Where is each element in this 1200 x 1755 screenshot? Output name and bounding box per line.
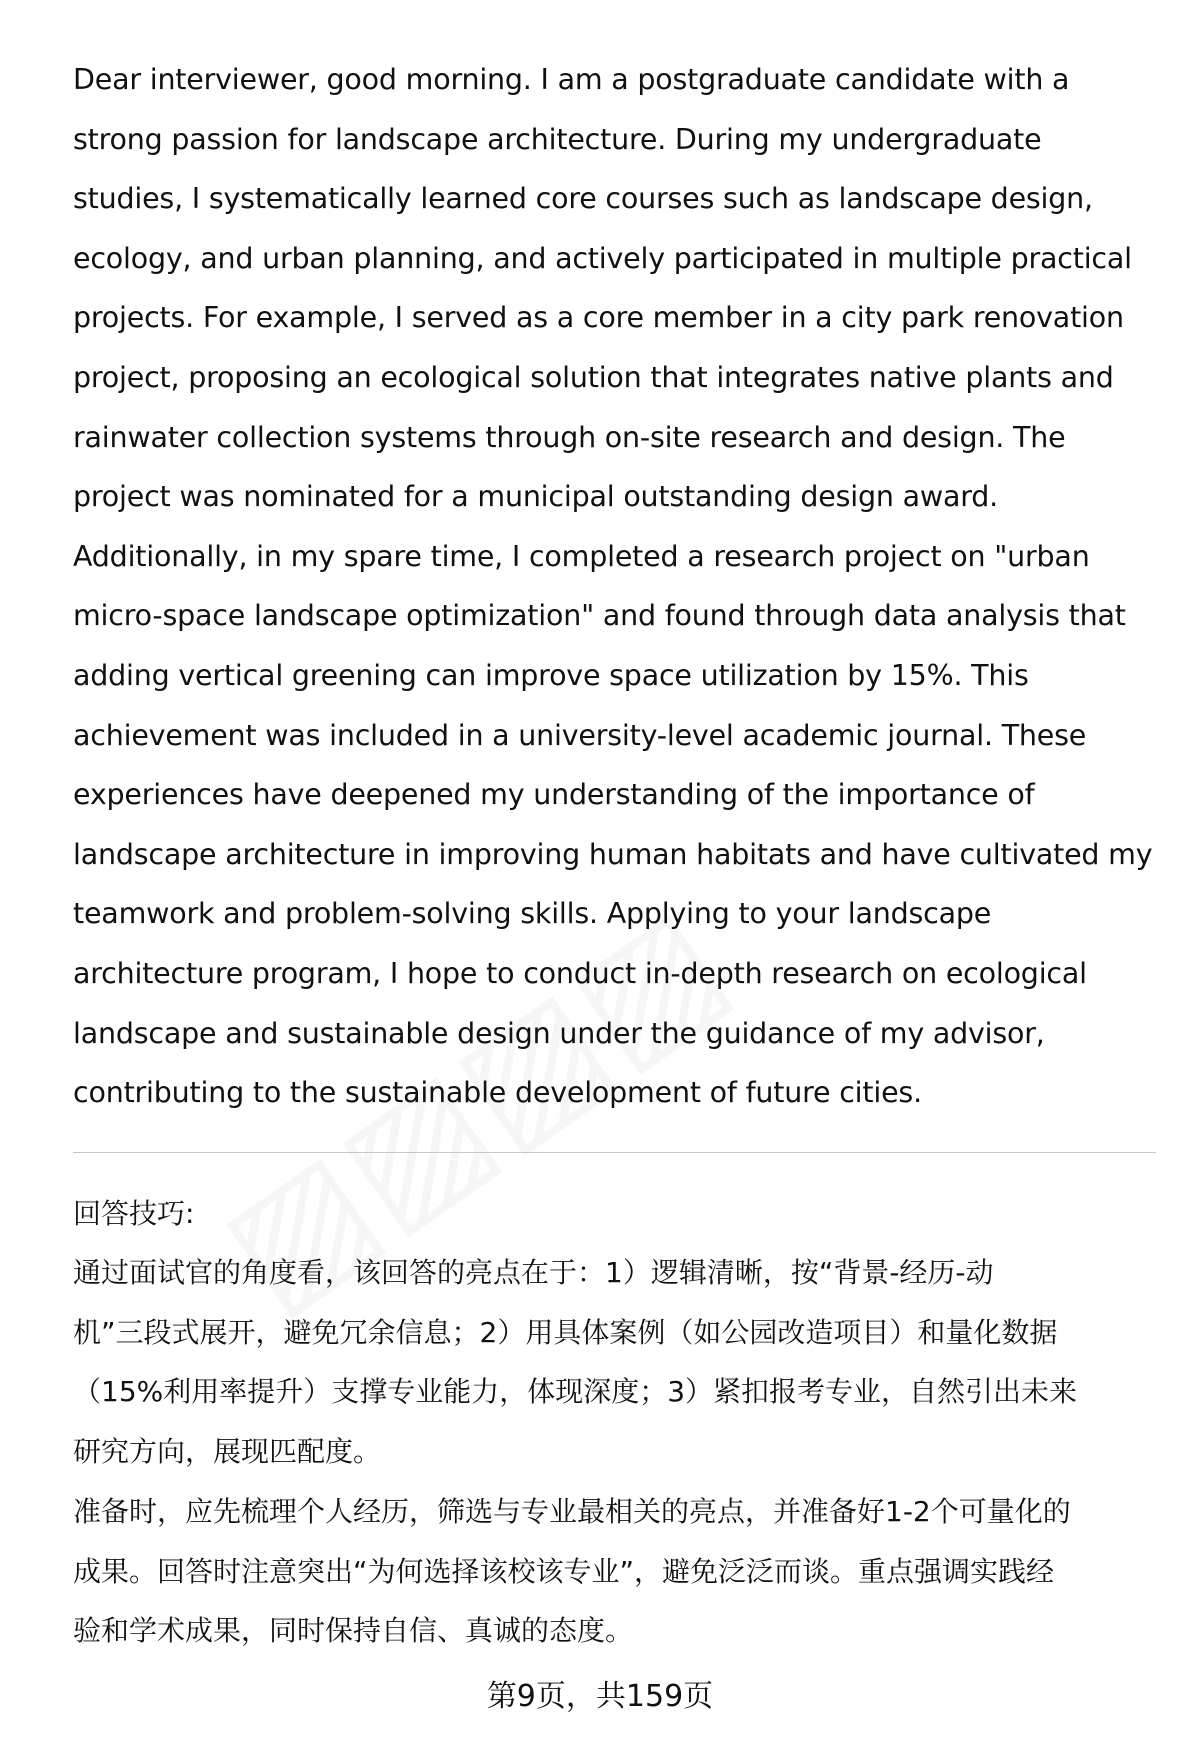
answer-line: project, proposing an ecological solution that integrates native plants and — [73, 361, 1114, 394]
answer-line: ecology, and urban planning, and actively participated in multiple practical — [73, 241, 1132, 275]
tips-line: 成果。回答时注意突出“为何选择该校该专业”，避免泛泛而谈。重点强调实践经 — [73, 1555, 1055, 1588]
answer-line: rainwater collection systems through on-site research and design. The — [73, 420, 1066, 454]
answer-line: project was nominated for a municipal outstanding design award. — [73, 480, 998, 514]
tips-line: 准备时，应先梳理个人经历，筛选与专业最相关的亮点，并准备好1-2个可量化的 — [73, 1495, 1071, 1528]
answer-line: adding vertical greening can improve space utilization by 15%. This — [73, 659, 1029, 692]
tips-line: 验和学术成果，同时保持自信、真诚的态度。 — [73, 1614, 634, 1647]
answer-line: landscape architecture in improving human habitats and have cultivated my — [73, 837, 1153, 871]
page-number: 第9页，共159页 — [486, 1679, 714, 1714]
tips-line: 通过面试官的角度看，该回答的亮点在于：1）逻辑清晰，按“背景-经历-动 — [73, 1256, 994, 1289]
answer-line: experiences have deepened my understanding of the importance of — [73, 778, 1035, 812]
divider — [73, 1152, 1156, 1153]
answer-line: studies, I systematically learned core courses such as landscape design, — [73, 182, 1093, 216]
tips-line: （15%利用率提升）支撑专业能力，体现深度；3）紧扣报考专业，自然引出未来 — [73, 1375, 1078, 1408]
answer-line: achievement was included in a university-level academic journal. These — [73, 718, 1087, 752]
answer-line: projects. For example, I served as a core member in a city park renovation — [73, 301, 1124, 335]
answer-line: micro-space landscape optimization" and found through data analysis that — [73, 599, 1126, 633]
answer-line: contributing to the sustainable development of future cities. — [73, 1076, 922, 1110]
answer-line: Dear interviewer, good morning. I am a postgraduate candidate with a — [73, 63, 1070, 96]
answer-line: landscape and sustainable design under the guidance of my advisor, — [73, 1016, 1045, 1050]
answer-line: architecture program, I hope to conduct in-depth research on ecological — [73, 957, 1087, 990]
tips-heading: 回答技巧: — [73, 1197, 195, 1230]
answer-line: strong passion for landscape architecture. During my undergraduate — [73, 122, 1042, 156]
tips-line: 研究方向，展现匹配度。 — [73, 1435, 382, 1468]
tips-line: 机”三段式展开，避免冗余信息；2）用具体案例（如公园改造项目）和量化数据 — [73, 1316, 1058, 1349]
answer-line: teamwork and problem-solving skills. Applying to your landscape — [73, 897, 992, 931]
answer-line: Additionally, in my spare time, I completed a research project on "urban — [73, 539, 1090, 573]
